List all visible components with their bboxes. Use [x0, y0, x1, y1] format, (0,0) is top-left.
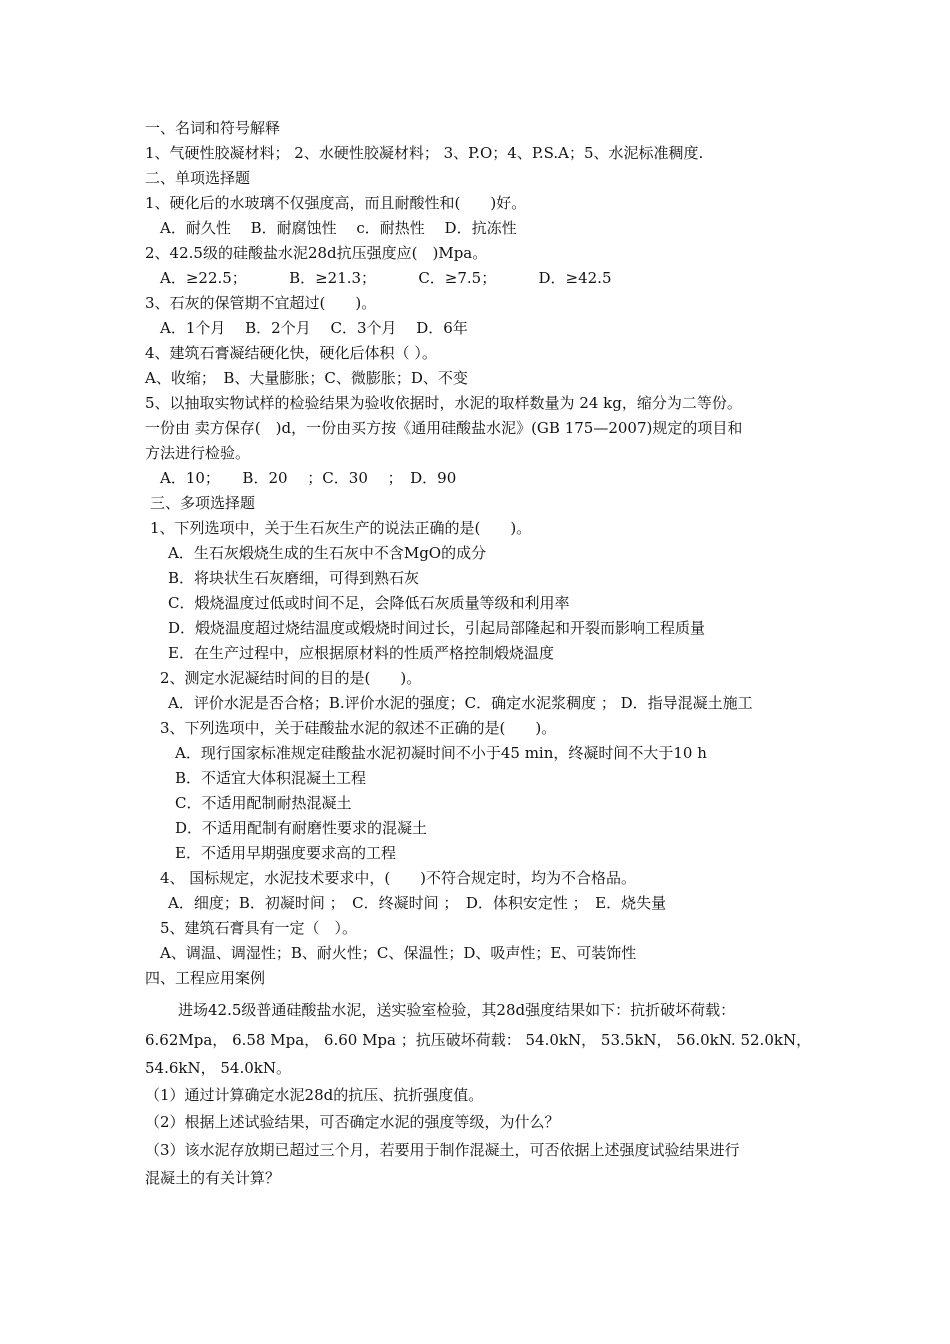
s3-q1-option-c: C．煅烧温度过低或时间不足，会降低石灰质量等级和利用率: [168, 594, 570, 612]
section-2-heading: 二、单项选择题: [145, 169, 251, 187]
s3-q1-stem: 1、下列选项中，关于生石灰生产的说法正确的是( )。: [150, 519, 532, 537]
s3-q4-options: A．细度；B．初凝时间 ； C．终凝时间 ； D．体积安定性 ； E．烧失量: [168, 894, 667, 912]
s2-q4-options: A、收缩； B、大量膨胀；C、微膨胀；D、不变: [145, 369, 468, 387]
s4-paragraph-line2: 6.62Mpa， 6.58 Mpa， 6.60 Mpa ；抗压破坏荷载： 54.0kN， 53.5kN， 56.0kN. 52.0kN，: [145, 1031, 812, 1049]
s2-q4-stem: 4、建筑石膏凝结硬化快，硬化后体积（ ）。: [145, 344, 437, 362]
s4-sub-question-2: （2）根据上述试验结果，可否确定水泥的强度等级，为什么？: [145, 1113, 560, 1131]
s3-q3-option-d: D．不适用配制有耐磨性要求的混凝土: [175, 819, 428, 837]
s3-q1-option-e: E．在生产过程中，应根据原材料的性质严格控制煅烧温度: [168, 644, 554, 662]
s4-paragraph-line1: 进场42.5级普通硅酸盐水泥，送实验室检验，其28d强度结果如下：抗折破坏荷载：: [178, 1001, 736, 1019]
s4-paragraph-line3: 54.6kN， 54.0kN。: [145, 1059, 291, 1077]
s3-q3-option-e: E．不适用早期强度要求高的工程: [175, 844, 396, 862]
s2-q5-line1: 5、以抽取实物试样的检验结果为验收依据时，水泥的取样数量为 24 kg，缩分为二等份。: [145, 394, 742, 412]
s3-q5-options: A、调温、调湿性；B、耐火性；C、保温性；D、吸声性；E、可装饰性: [160, 944, 637, 962]
section-1-heading: 一、名词和符号解释: [145, 119, 281, 137]
s3-q2-options: A．评价水泥是否合格；B.评价水泥的强度；C．确定水泥浆稠度 ； D．指导混凝土施工: [168, 694, 753, 712]
s3-q1-option-d: D．煅烧温度超过烧结温度或煅烧时间过长，引起局部隆起和开裂而影响工程质量: [168, 619, 706, 637]
s4-sub-question-3-line2: 混凝土的有关计算？: [145, 1169, 281, 1187]
s3-q3-stem: 3、下列选项中，关于硅酸盐水泥的叙述不正确的是( )。: [160, 719, 557, 737]
s2-q1-options: A．耐久性 B．耐腐蚀性 c．耐热性 D．抗冻性: [160, 219, 517, 237]
s2-q2-options: A．≥22.5； B．≥21.3； C．≥7.5； D．≥42.5: [160, 269, 612, 287]
s3-q1-option-a: A．生石灰煅烧生成的生石灰中不含MgO的成分: [168, 544, 487, 562]
s3-q5-stem: 5、建筑石膏具有一定（ ）。: [160, 919, 358, 937]
s4-sub-question-1: （1）通过计算确定水泥28d的抗压、抗折强度值。: [145, 1086, 484, 1104]
s3-q1-option-b: B．将块状生石灰磨细，可得到熟石灰: [168, 569, 420, 587]
s3-q2-stem: 2、测定水泥凝结时间的目的是( )。: [160, 669, 422, 687]
s2-q3-options: A．1个月 B．2个月 C．3个月 D．6年: [160, 319, 468, 337]
s2-q5-line3: 方法进行检验。: [145, 444, 251, 462]
s2-q3-stem: 3、石灰的保管期不宜超过( )。: [145, 294, 377, 312]
s2-q1-stem: 1、硬化后的水玻璃不仅强度高，而且耐酸性和( )好。: [145, 194, 527, 212]
s3-q3-option-c: C．不适用配制耐热混凝土: [175, 794, 352, 812]
s4-sub-question-3-line1: （3）该水泥存放期已超过三个月，若要用于制作混凝土，可否依据上述强度试验结果进行: [145, 1141, 740, 1159]
s3-q3-option-b: B．不适宜大体积混凝土工程: [175, 769, 367, 787]
section-1-terms: 1、气硬性胶凝材料； 2、水硬性胶凝材料； 3、P.O；4、P.S.A；5、水泥标准稠度.: [145, 144, 704, 162]
section-4-heading: 四、工程应用案例: [145, 969, 266, 987]
s2-q5-line2: 一份由 卖方保存( )d，一份由买方按《通用硅酸盐水泥》(GB 175—2007)规定的项目和: [145, 419, 743, 437]
s2-q5-options: A．10； B．20 ；C．30 ； D．90: [160, 469, 457, 487]
section-3-heading: 三、多项选择题: [150, 494, 256, 512]
s2-q2-stem: 2、42.5级的硅酸盐水泥28d抗压强度应( )Mpa。: [145, 244, 488, 262]
s3-q3-option-a: A．现行国家标准规定硅酸盐水泥初凝时间不小于45 min，终凝时间不大于10 h: [175, 744, 707, 762]
s3-q4-stem: 4、 国标规定，水泥技术要求中，( )不符合规定时，均为不合格品。: [160, 869, 637, 887]
